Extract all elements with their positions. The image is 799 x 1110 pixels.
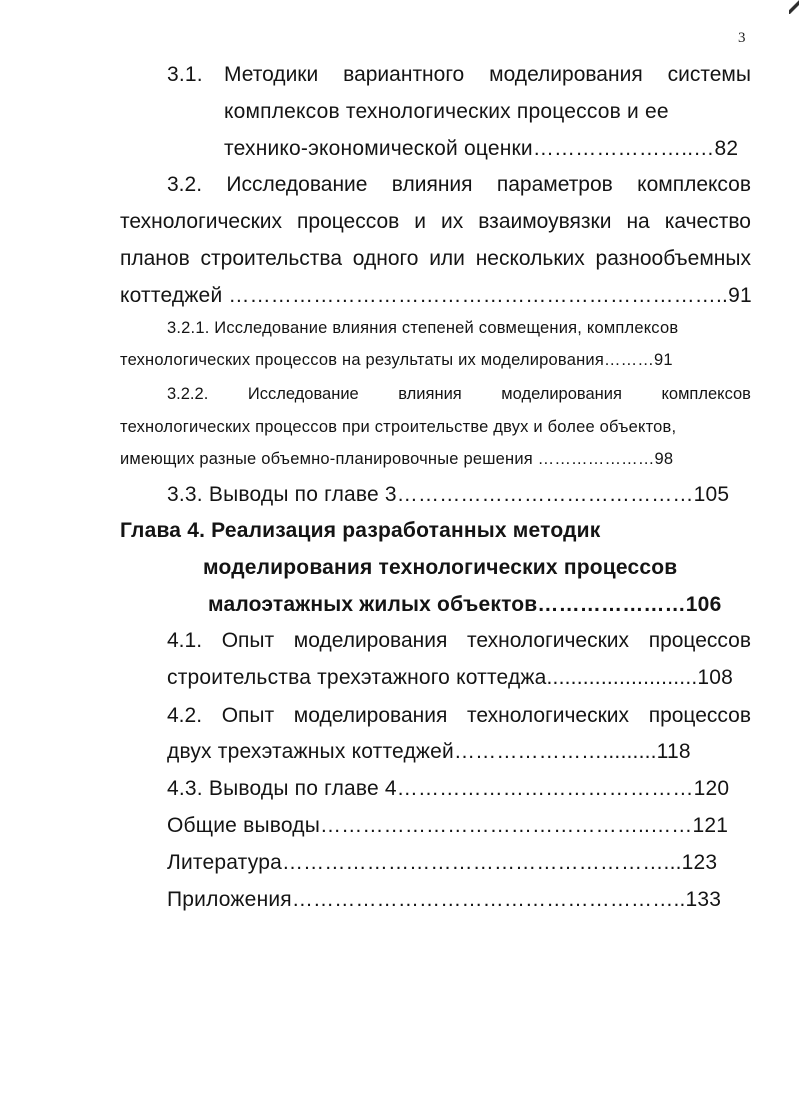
toc-appendices: Приложения………………………………………………..133 [167,888,722,911]
toc-3-2-line-2 [120,211,751,232]
toc-3-2-2-line-2: технологических процессов при строительстве двух и более объектов, [120,418,677,436]
toc-chapter-4-line-3: малоэтажных жилых объектов…………………106 [208,593,722,616]
scan-corner-mark [789,0,799,14]
toc-3-2-2-line-1 [167,386,751,403]
word: моделирования [293,704,448,727]
word: разнообъемных [595,247,751,270]
word: комплексов [661,385,751,403]
toc-4-2-line-1 [167,705,751,726]
toc-4-3: 4.3. Выводы по главе 4……………………………………120 [167,777,730,800]
toc-3-2-line-1 [167,174,751,195]
toc-chapter-4-line-2: моделирования технологических процессов [203,556,678,579]
word: влияния [391,173,473,196]
toc-3-1-line-1 [224,64,751,85]
word: параметров [496,173,613,196]
word: моделирования [293,629,448,652]
page-number: 3 [738,30,746,46]
word: технологических [467,629,630,652]
word: нескольких [475,247,585,270]
word: технологических [467,704,630,727]
toc-3-2-line-3 [120,248,751,269]
word: Методики [224,63,319,86]
word: вариантного [343,63,465,86]
word: одного [352,247,419,270]
word: или [429,247,465,270]
word: 4.2. [167,704,203,727]
word: комплексов [637,173,751,196]
word: процессов [648,629,751,652]
toc-3-2-line-4: коттеджей ……………………………………………………………..91 [120,284,752,307]
toc-3-3: 3.3. Выводы по главе 3……………………………………105 [167,483,730,506]
toc-3-2-2-line-3: имеющих разные объемно-планировочные решения …………………98 [120,450,674,468]
toc-3-1-line-2: комплексов технологических процессов и ее [224,100,669,123]
word: 4.1. [167,629,203,652]
toc-3-2-1-line-1: 3.2.1. Исследование влияния степеней совмещения, комплексов [167,319,679,337]
word: моделирования [501,385,622,403]
toc-4-2-line-2: двух трехэтажных коттеджей………………….........118 [167,740,691,763]
word: качество [664,210,751,233]
toc-chapter-4-line-1: Глава 4. Реализация разработанных методик [120,519,601,542]
toc-3-1-line-3: технико-экономической оценки…………………..…82 [224,137,739,160]
word: 3.2. [167,173,203,196]
word: Опыт [221,629,275,652]
word: Исследование [226,173,368,196]
toc-3-2-1-line-2: технологических процессов на результаты их моделирования………91 [120,351,673,369]
toc-4-1-line-1 [167,630,751,651]
word: технологических [120,210,283,233]
word: строительства [200,247,343,270]
word: Исследование [247,385,359,403]
word: планов [120,247,190,270]
toc-general-conclusions: Общие выводы………………………………………..……121 [167,814,729,837]
word: 3.2.2. [167,385,209,403]
word: процессов [297,210,400,233]
word: и [414,210,427,233]
word: на [626,210,650,233]
word: взаимоувязки [478,210,612,233]
word: системы [667,63,751,86]
word: их [441,210,464,233]
word: влияния [398,385,462,403]
word: моделирования [489,63,643,86]
toc-literature: Литература………………………………………………...123 [167,851,718,874]
word: процессов [648,704,751,727]
toc-4-1-line-2: строительства трехэтажного коттеджа.........................108 [167,666,734,689]
word: Опыт [221,704,275,727]
toc-3-1-number: 3.1. [167,63,203,86]
